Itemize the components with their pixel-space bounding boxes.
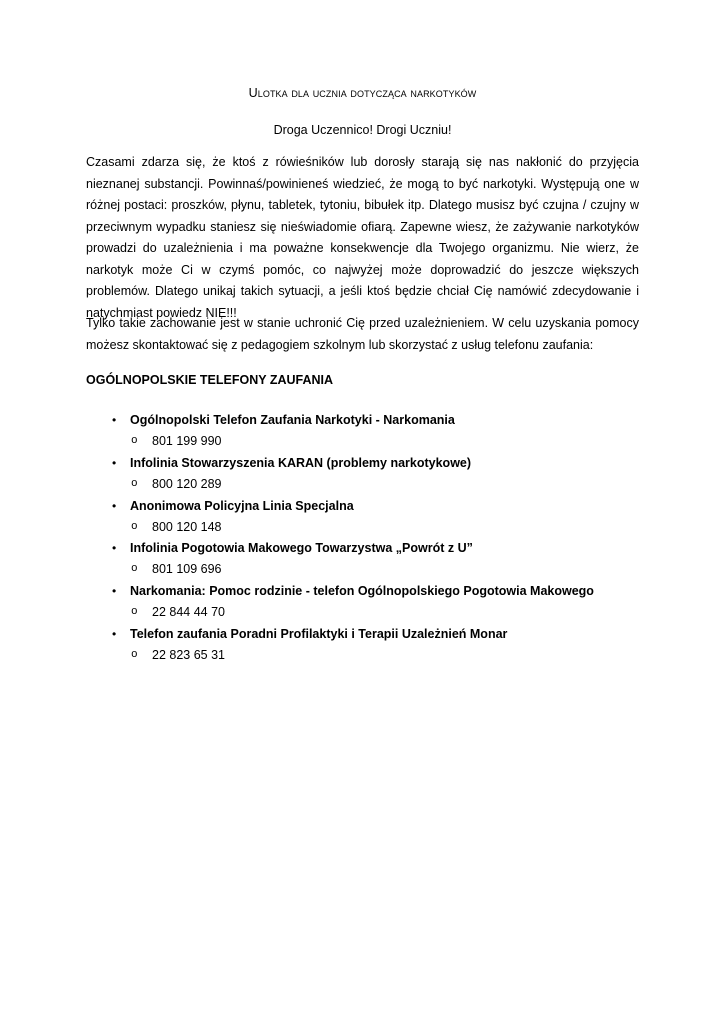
- hotline-name: Infolinia Pogotowia Makowego Towarzystwa „Powrót z U”: [130, 541, 473, 556]
- bullet-icon: •: [112, 541, 117, 556]
- hotline-name: Telefon zaufania Poradni Profilaktyki i Terapii Uzależnień Monar: [130, 626, 508, 641]
- circle-bullet-icon: o: [131, 563, 138, 576]
- intro-paragraph: Czasami zdarza się, że ktoś z rówieśników lub dorosły starają się nas nakłonić do przyjęcia nieznanej substancji. Powinnaś/powinieneś wiedzieć, że mogą to być narkotyki. Występują one w różnej postaci: proszków, płynu, tabletek, tytoniu, bibułek itp. Dlatego musisz być czujna / czujny w przeciwnym wypadku staniesz się nieświadomie ofiarą. Zapewne wiesz, że zażywanie narkotyków prowadzi do uzależnienia i ma poważne konsekwencje dla Twojego organizmu. Nie wierz, że narkotyk może Ci w czymś pomóc, co najwyżej może doprowadzić do jeszcze większych problemów. Dlatego unikaj takich sytuacji, a jeśli ktoś będzie chciał Cię namówić zdecydowanie i natychmiast powiedz NIE!!!: [86, 155, 639, 320]
- hotline-item: [0, 453, 725, 496]
- circle-bullet-icon: o: [131, 648, 138, 661]
- hotline-name: Ogólnopolski Telefon Zaufania Narkotyki - Narkomania: [130, 413, 455, 427]
- hotline-phone: 800 120 289: [152, 476, 222, 491]
- circle-bullet-icon: o: [131, 477, 138, 490]
- document-title-initial: U: [248, 86, 258, 100]
- hotline-name: Anonimowa Policyjna Linia Specjalna: [130, 498, 354, 513]
- hotline-phone: 22 823 65 31: [152, 647, 225, 662]
- hotline-item: [0, 496, 725, 539]
- hotline-name: Narkomania: Pomoc rodzinie - telefon Ogólnopolskiego Pogotowia Makowego: [130, 584, 594, 599]
- document-title: [0, 86, 725, 100]
- hotline-item: [0, 538, 725, 581]
- bullet-icon: •: [112, 498, 117, 513]
- hotline-phone: 801 109 696: [152, 562, 222, 577]
- hotline-item: [0, 624, 725, 667]
- greeting: Droga Uczennico! Drogi Uczniu!: [273, 123, 452, 137]
- circle-bullet-icon: o: [131, 520, 138, 533]
- circle-bullet-icon: o: [131, 435, 138, 447]
- hotline-list: [0, 410, 725, 667]
- help-paragraph: Tylko takie zachowanie jest w stanie uchronić Cię przed uzależnieniem. W celu uzyskania pomocy możesz skontaktować się z pedagogiem szkolnym lub skorzystać z usług telefonu zaufania:: [86, 316, 639, 352]
- hotline-phone: 801 199 990: [152, 434, 222, 448]
- hotline-phone: 22 844 44 70: [152, 605, 225, 620]
- bullet-icon: •: [112, 626, 117, 641]
- hotline-item: [0, 410, 725, 453]
- hotline-phone: 800 120 148: [152, 519, 222, 534]
- bullet-icon: •: [112, 584, 117, 599]
- section-heading: OGÓLNOPOLSKIE TELEFONY ZAUFANIA: [86, 373, 334, 387]
- bullet-icon: •: [112, 455, 117, 470]
- hotline-item: [0, 581, 725, 624]
- hotline-name: Infolinia Stowarzyszenia KARAN (problemy narkotykowe): [130, 455, 472, 470]
- document-title-rest: lotka dla ucznia dotycząca narkotyków: [257, 86, 477, 100]
- bullet-icon: •: [112, 413, 117, 427]
- circle-bullet-icon: o: [131, 606, 138, 619]
